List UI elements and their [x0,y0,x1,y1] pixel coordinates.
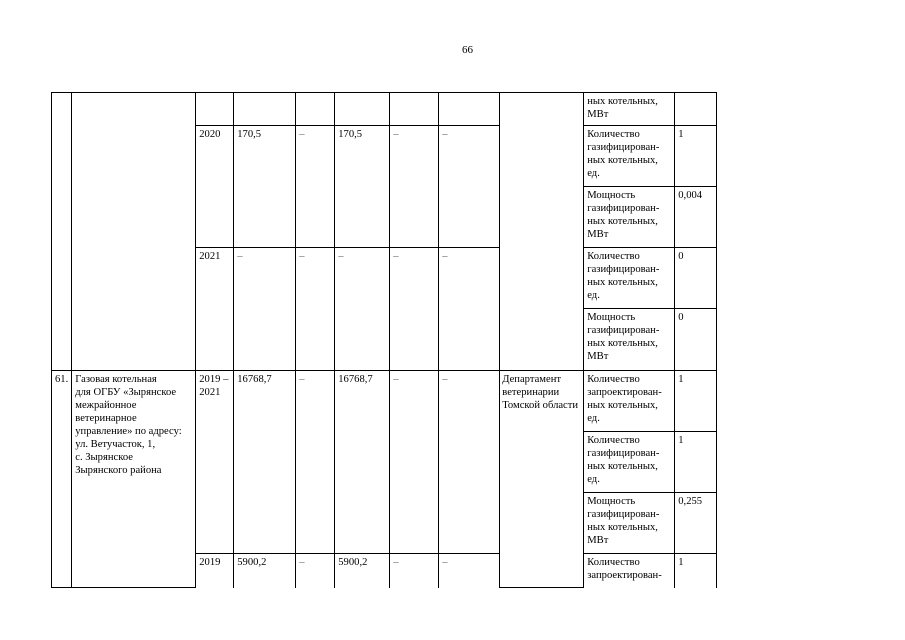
indicator-value-cell: 1 [675,554,717,588]
indicator-value-cell: 1 [675,432,717,493]
object-name-line: с. Зырянское [75,452,133,463]
indicator-line: газифицирован- [587,509,660,520]
federal-budget-cell [296,93,335,126]
object-name-line: ветеринарное [75,413,137,424]
object-name-line: Газовая котельная [75,374,157,385]
indicator-line: Количество [587,374,640,385]
indicator-line: ных котельных, [587,277,658,288]
total-cell [234,93,296,126]
indicator-line: МВт [587,229,609,240]
federal-budget-cell: – [296,554,335,588]
indicator-line: Количество [587,129,640,140]
indicator-line: ных котельных, [587,522,658,533]
year-cell: 2021 [196,248,234,371]
indicator-cell [584,554,675,588]
indicator-line: Количество [587,251,640,262]
total-cell: 5900,2 [234,554,296,588]
indicator-value-cell: 0,004 [675,187,717,248]
object-name-line: Зырянского района [75,465,162,476]
responsible-line: Томской области [502,400,579,411]
indicator-line: ных котельных, [587,96,658,107]
table-row [52,93,717,126]
responsible-line: ветеринарии [502,387,560,398]
responsible-cell [500,371,584,588]
object-name-cell [72,371,196,588]
indicator-line: Количество [587,435,640,446]
regional-budget-cell: 5900,2 [335,554,390,588]
indicator-line: ед. [587,474,600,485]
regional-budget-cell: 170,5 [335,126,390,248]
indicator-value-cell: 1 [675,126,717,187]
local-budget-cell [390,93,439,126]
indicator-line: Количество [587,557,640,568]
regional-budget-cell [335,93,390,126]
local-budget-cell: – [390,126,439,248]
indicator-line: ных котельных, [587,338,658,349]
responsible-line: Департамент [502,374,562,385]
total-cell: – [234,248,296,371]
program-table [51,92,717,588]
row-number-cell: 61. [52,371,72,588]
indicator-cell [584,432,675,493]
federal-budget-cell: – [296,248,335,371]
indicator-line: МВт [587,535,609,546]
year-cell: 2020 [196,126,234,248]
indicator-cell [584,309,675,371]
regional-budget-cell: – [335,248,390,371]
local-budget-cell: – [390,554,439,588]
local-budget-cell: – [390,248,439,371]
indicator-line: газифицирован- [587,264,660,275]
indicator-cell [584,493,675,554]
indicator-line: запроектирован- [587,387,662,398]
responsible-cell [500,93,584,371]
indicator-value-cell [675,93,717,126]
indicator-line: ных котельных, [587,400,658,411]
indicator-line: запроектирован- [587,570,662,581]
indicator-line: ных котельных, [587,461,658,472]
local-budget-cell: – [390,371,439,554]
indicator-cell [584,187,675,248]
indicator-line: газифицирован- [587,448,660,459]
indicator-line: ных котельных, [587,216,658,227]
indicator-value-cell: 0 [675,248,717,309]
regional-budget-cell: 16768,7 [335,371,390,554]
indicator-value-cell: 1 [675,371,717,432]
indicator-value-cell: 0,255 [675,493,717,554]
indicator-cell [584,248,675,309]
object-name-line: ул. Ветучасток, 1, [75,439,156,450]
indicator-line: Мощность [587,190,636,201]
indicator-line: газифицирован- [587,203,660,214]
federal-budget-cell: – [296,126,335,248]
total-cell: 170,5 [234,126,296,248]
indicator-value-cell: 0 [675,309,717,371]
indicator-line: ед. [587,290,600,301]
indicator-line: МВт [587,351,609,362]
other-sources-cell [439,93,500,126]
page-number: 66 [462,44,473,56]
indicator-cell [584,371,675,432]
row-number-cell [52,93,72,371]
indicator-cell [584,126,675,187]
object-name-line: для ОГБУ «Зырянское [75,387,177,398]
federal-budget-cell: – [296,371,335,554]
indicator-line: Мощность [587,312,636,323]
indicator-line: газифицирован- [587,142,660,153]
year-cell: 2019 [196,554,234,588]
object-name-cell [72,93,196,371]
object-name-line: межрайонное [75,400,137,411]
table-row [52,371,717,432]
indicator-line: МВт [587,109,609,120]
other-sources-cell: – [439,371,500,554]
year-cell [196,93,234,126]
indicator-cell [584,93,675,126]
indicator-line: ед. [587,413,600,424]
other-sources-cell: – [439,126,500,248]
other-sources-cell: – [439,554,500,588]
indicator-line: ных котельных, [587,155,658,166]
indicator-line: Мощность [587,496,636,507]
total-cell: 16768,7 [234,371,296,554]
indicator-line: ед. [587,168,600,179]
year-cell: 2019 – 2021 [196,371,234,554]
indicator-line: газифицирован- [587,325,660,336]
other-sources-cell: – [439,248,500,371]
object-name-line: управление» по адресу: [75,426,182,437]
